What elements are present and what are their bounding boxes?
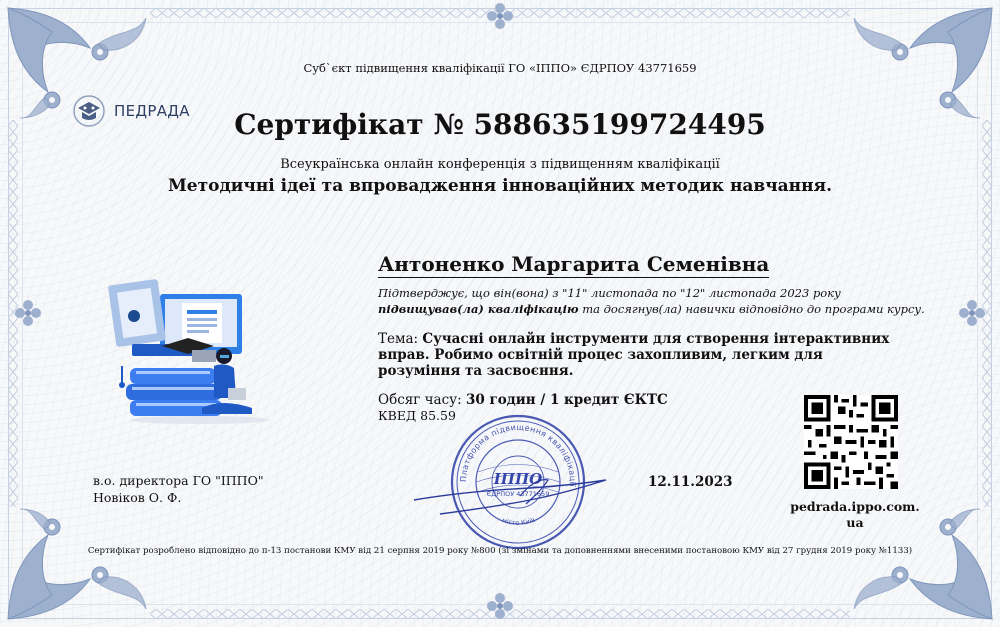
stamp-code: ЄДРПОУ 43771659 [486,490,550,498]
issue-date: 12.11.2023 [648,474,733,490]
theme-label: Тема: [378,331,419,347]
qualification-line [378,302,925,316]
corner-ornament-bottom-left [0,507,150,627]
qr-code [804,395,898,489]
certificate-title: Сертифікат № 588635199724495 [234,108,766,141]
education-illustration [92,258,272,433]
director-signature [410,470,650,520]
volume-label: Обсяг часу: [378,392,462,408]
logo-text: ПЕДРАДА [114,102,190,120]
conference-line: Всеукраїнська онлайн конференція з підвищенням кваліфікації [280,157,720,172]
qualification-bold: підвищував(ла) кваліфікацію [378,302,579,316]
confirmation-line: Підтверджує, що він(вона) з "11" листопада по "12" листопада 2023 року [378,286,841,300]
course-volume [378,392,668,408]
volume-value: 30 годин / 1 кредит ЄКТС [465,392,668,408]
recipient-name: Антоненко Маргарита Семенівна [378,252,770,276]
side-ornament-left [14,299,42,327]
site-url[interactable] [790,499,920,531]
stamp-center-text: ІППО [493,470,543,488]
theme-text: Сучасні онлайн інструменти для створення інтерактивних вправ. Робимо освітній процес захопливим, легким для розуміння та засвоєння. [378,331,890,379]
side-ornament-right [958,299,986,327]
site-url-line2: ua [846,515,864,530]
conference-topic: Методичні ідеї та впровадження інноваційних методик навчання. [167,176,833,196]
director-name: Новіков О. Ф. [93,490,182,505]
qualification-rest: та досягнув(ла) навички відповідно до програми курсу. [578,302,925,316]
site-url-line1: pedrada.ippo.com. [790,499,920,514]
kved-code: КВЕД 85.59 [378,408,456,423]
course-theme [378,331,898,379]
director-title: в.о. директора ГО "ІППО" [93,473,264,488]
stamp-city: місто Київ [501,515,537,527]
corner-ornament-top-right [850,0,1000,120]
bottom-ornament [486,592,514,620]
top-ornament [486,2,514,30]
footer-legal-note: Сертифікат розроблено відповідно до п-13 постанови КМУ від 21 серпня 2019 року №800 (зі змінами та доповненнями внесеними постановою КМУ від 27 грудня 2019 року №1133) [87,546,913,556]
stamp-outer-text: Платформа підвищення кваліфікації [458,422,578,488]
issuer-subject-line: Суб`єкт підвищення кваліфікації ГО «ІППО» ЄДРПОУ 43771659 [303,61,697,75]
